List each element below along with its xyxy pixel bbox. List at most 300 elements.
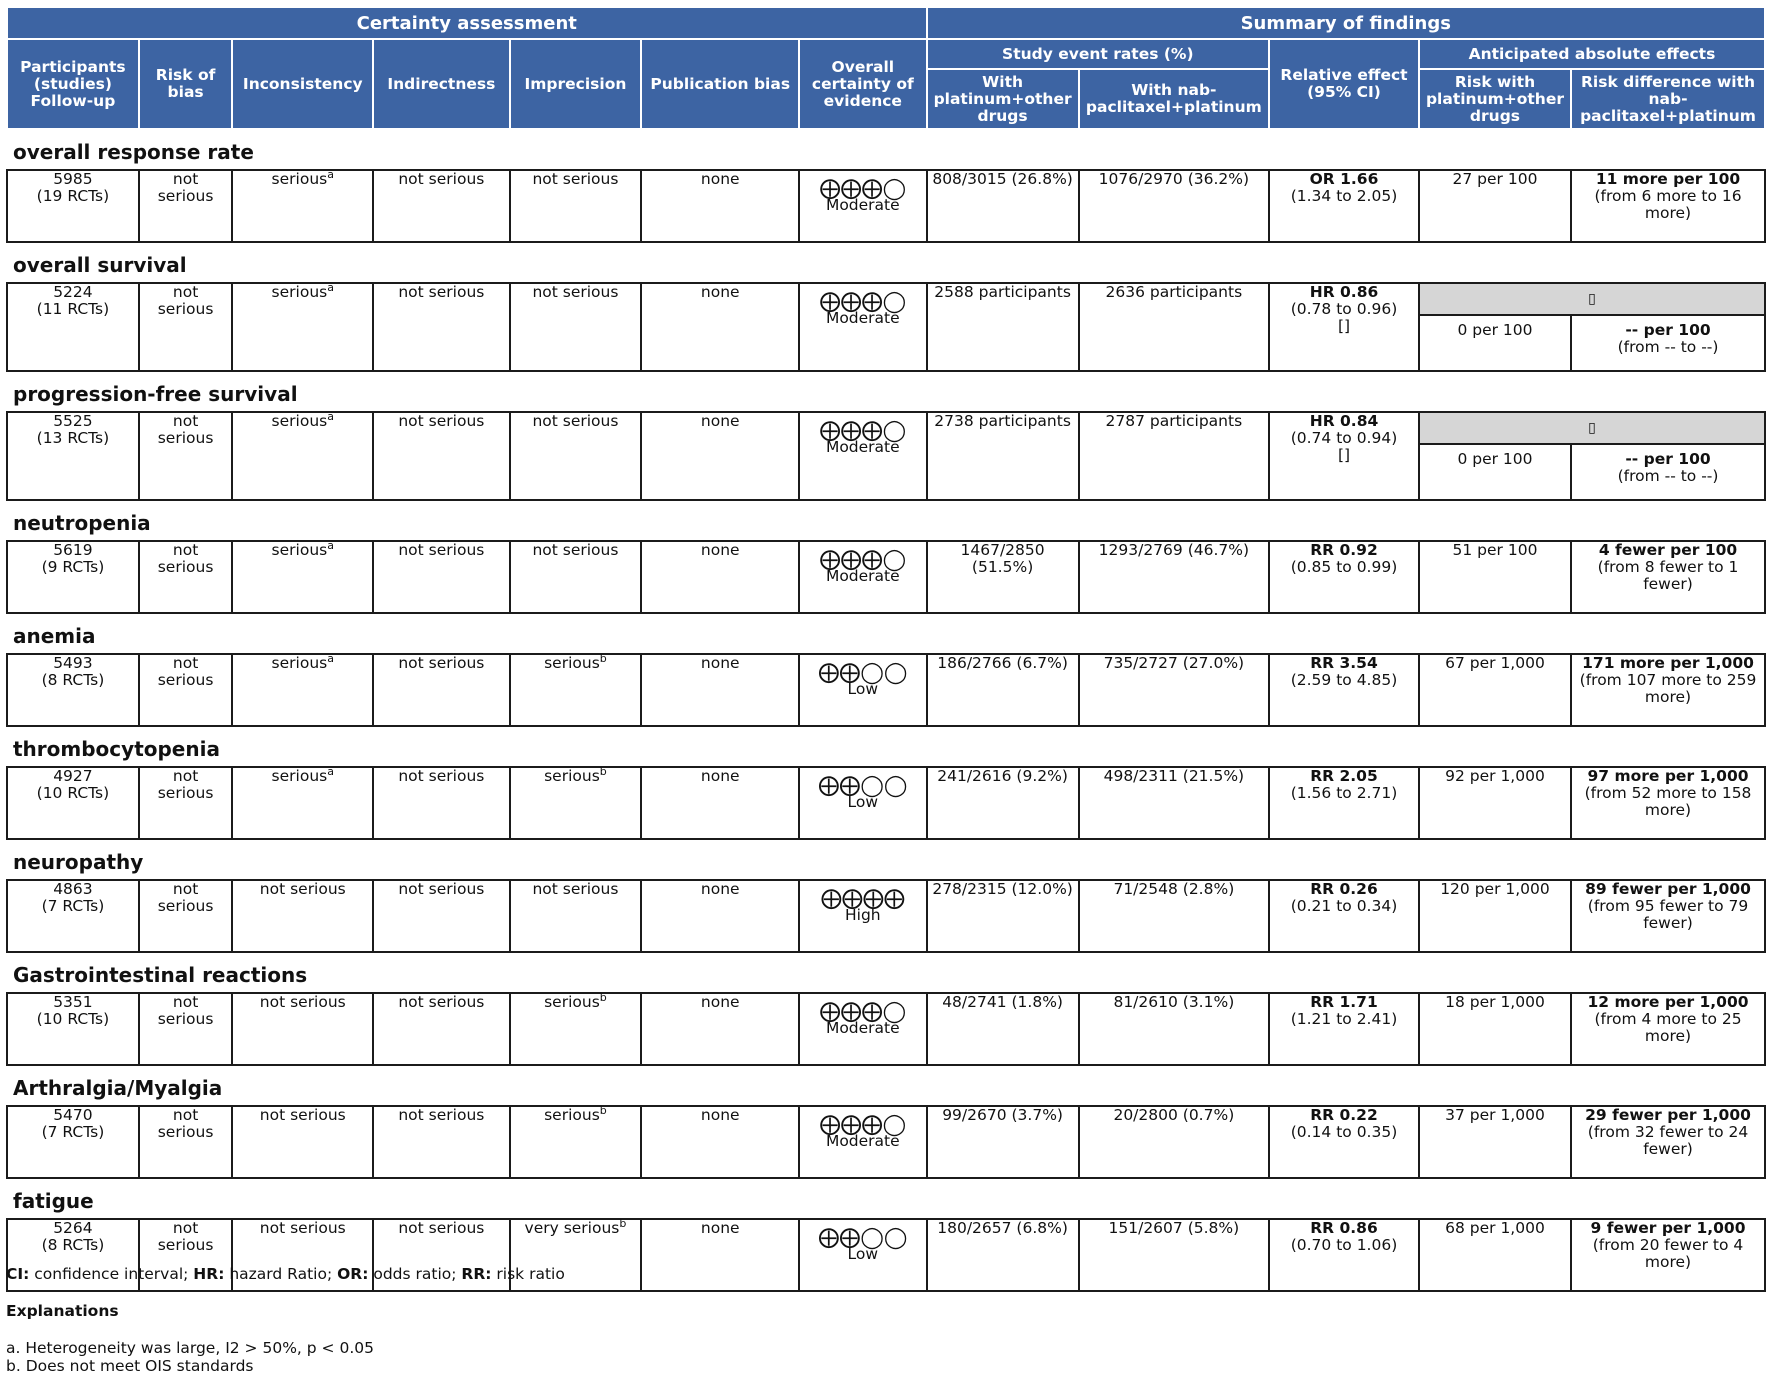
risk-with-control-cell: 120 per 1,000 (1419, 880, 1571, 952)
imprecision-value: serious (544, 767, 600, 785)
participant-count: 5619 (53, 541, 93, 559)
participant-count: 5493 (53, 654, 93, 672)
publication-bias-cell: none (641, 1106, 799, 1178)
risk-with-control-cell: 0 per 100 (1419, 315, 1571, 371)
publication-bias-cell: none (641, 654, 799, 726)
outcome-title-row (7, 839, 1765, 880)
overall-certainty-header-line: Overall (831, 57, 895, 76)
participants-cell (7, 767, 139, 839)
risk-of-bias-cell (139, 412, 233, 500)
relative-effect-header (1269, 39, 1419, 129)
control-event-rate-cell: 186/2766 (6.7%) (927, 654, 1079, 726)
relative-effect-ci: (1.21 to 2.41) (1290, 1010, 1398, 1028)
inconsistency-value: not serious (259, 1219, 346, 1237)
certainty-symbols-icon: ⨁⨁◯◯ (818, 773, 908, 797)
certainty-symbols-icon: ⨁⨁⨁◯ (819, 547, 907, 571)
relative-effect-header-line: (95% CI) (1307, 83, 1381, 101)
study-count: (7 RCTs) (41, 897, 105, 915)
certainty-label: Moderate (825, 1132, 900, 1150)
imprecision-cell (510, 990, 642, 1065)
relative-effect-extra: [] (1337, 446, 1351, 464)
relative-effect-value: RR 0.26 (1310, 880, 1378, 898)
risk-with-control-cell: 92 per 1,000 (1419, 767, 1571, 839)
risk-of-bias-line: not (172, 767, 199, 785)
risk-of-bias-line: serious (157, 187, 214, 205)
grey-placeholder-cell (1419, 283, 1765, 315)
study-event-rates-header: Study event rates (%) (927, 39, 1270, 69)
certainty-symbols-icon: ⨁⨁⨁◯ (819, 1112, 907, 1136)
outcome-name: Gastrointestinal reactions (13, 963, 308, 987)
outcome-title-row (7, 1178, 1765, 1219)
outcome-title-row (7, 1065, 1765, 1106)
outcome-data-row (7, 993, 1765, 1065)
abbreviation-key: HR: (193, 1265, 225, 1283)
relative-effect-value: RR 0.92 (1310, 541, 1378, 559)
study-count: (7 RCTs) (41, 1123, 105, 1141)
outcome-data-row (7, 170, 1765, 242)
risk-difference-value: 171 more per 1,000 (1582, 654, 1754, 672)
risk-difference-cell (1571, 767, 1765, 839)
abbreviation-key: RR: (461, 1265, 492, 1283)
imprecision-cell (510, 1103, 642, 1178)
certainty-cell (799, 541, 926, 613)
risk-with-control-cell: 18 per 1,000 (1419, 993, 1571, 1065)
imprecision-value: serious (544, 654, 600, 672)
summary-of-findings-header: Summary of findings (927, 7, 1765, 39)
risk-of-bias-cell (139, 283, 233, 371)
risk-of-bias-cell (139, 880, 233, 952)
certainty-symbols-icon: ⨁⨁◯◯ (818, 1225, 908, 1249)
risk-difference-range: (from 4 more to 25 more) (1594, 1010, 1742, 1045)
imprecision-cell (510, 651, 642, 726)
imprecision-value: not serious (532, 880, 619, 898)
risk-difference-value: 12 more per 1,000 (1587, 993, 1749, 1011)
risk-difference-value: 9 fewer per 1,000 (1590, 1219, 1746, 1237)
inconsistency-value: not serious (259, 993, 346, 1011)
relative-effect-ci: (0.78 to 0.96) (1290, 300, 1398, 318)
risk-with-control-cell: 68 per 1,000 (1419, 1219, 1571, 1291)
relative-effect-ci: (2.59 to 4.85) (1290, 671, 1398, 689)
relative-effect-extra: [] (1337, 317, 1351, 335)
risk-difference-range: (from 32 fewer to 24 fewer) (1587, 1123, 1749, 1158)
outcome-name: overall response rate (13, 140, 254, 164)
risk-difference-cell (1571, 654, 1765, 726)
indirectness-cell: not serious (373, 412, 509, 500)
placeholder-glyph: ▯ (1588, 291, 1596, 307)
outcome-name: progression-free survival (13, 382, 298, 406)
inconsistency-value: serious (271, 541, 328, 559)
intervention-event-rate-cell: 1293/2769 (46.7%) (1079, 541, 1269, 613)
footnote-marker: b (599, 1103, 607, 1117)
outcome-name: neutropenia (13, 511, 151, 535)
participants-cell (7, 283, 139, 371)
risk-difference-range: (from 52 more to 158 more) (1584, 784, 1752, 819)
risk-difference-cell (1571, 541, 1765, 613)
publication-bias-cell: none (641, 541, 799, 613)
footnote-marker: a (327, 409, 334, 423)
relative-effect-ci: (0.21 to 0.34) (1290, 897, 1398, 915)
relative-effect-cell (1269, 1219, 1419, 1291)
intervention-event-rate-cell: 735/2727 (27.0%) (1079, 654, 1269, 726)
risk-difference-range: (from 6 more to 16 more) (1594, 187, 1742, 222)
relative-effect-cell (1269, 170, 1419, 242)
summary-of-findings-table (6, 6, 1766, 1292)
risk-with-control-cell: 37 per 1,000 (1419, 1106, 1571, 1178)
study-count: (8 RCTs) (41, 1236, 105, 1254)
control-event-rate-cell: 2588 participants (927, 283, 1079, 371)
footnote-marker: a (327, 764, 334, 778)
risk-with-control-cell: 27 per 100 (1419, 170, 1571, 242)
risk-difference-value: 11 more per 100 (1595, 170, 1741, 188)
outcome-name: anemia (13, 624, 96, 648)
inconsistency-value: serious (271, 767, 328, 785)
outcome-title-row (7, 500, 1765, 541)
imprecision-cell (510, 170, 642, 242)
inconsistency-value: serious (271, 412, 328, 430)
outcome-data-row (7, 654, 1765, 726)
certainty-label: Low (847, 793, 879, 811)
participants-cell (7, 1106, 139, 1178)
risk-of-bias-cell (139, 654, 233, 726)
risk-difference-cell (1571, 1106, 1765, 1178)
risk-of-bias-line: not (172, 1106, 199, 1124)
risk-of-bias-line: not (172, 283, 199, 301)
risk-of-bias-line: not (172, 541, 199, 559)
imprecision-cell (510, 880, 642, 952)
intervention-event-rate-cell: 1076/2970 (36.2%) (1079, 170, 1269, 242)
participant-count: 4927 (53, 767, 93, 785)
relative-effect-value: RR 3.54 (1310, 654, 1378, 672)
risk-of-bias-line: serious (157, 1236, 214, 1254)
footnote-marker: b (619, 1216, 627, 1230)
relative-effect-value: RR 1.71 (1310, 993, 1378, 1011)
imprecision-value: not serious (532, 170, 619, 188)
with-control-header-line: With (982, 72, 1024, 91)
risk-of-bias-line: not (172, 1219, 199, 1237)
inconsistency-cell (232, 280, 373, 371)
risk-difference-cell (1571, 1219, 1765, 1291)
with-control-header-line: drugs (977, 106, 1028, 125)
study-count: (9 RCTs) (41, 558, 105, 576)
risk-with-control-header-line: platinum+other (1425, 89, 1564, 108)
participants-cell (7, 880, 139, 952)
study-count: (13 RCTs) (36, 429, 110, 447)
certainty-symbols-icon: ⨁⨁⨁◯ (819, 176, 907, 200)
with-intervention-header-line: With nab- (1131, 81, 1217, 99)
with-intervention-header (1079, 69, 1269, 129)
outcome-name: overall survival (13, 253, 187, 277)
risk-of-bias-line: not (172, 170, 199, 188)
overall-certainty-header (799, 39, 926, 129)
relative-effect-value: RR 2.05 (1310, 767, 1378, 785)
control-event-rate-cell: 180/2657 (6.8%) (927, 1219, 1079, 1291)
relative-effect-ci: (1.34 to 2.05) (1290, 187, 1398, 205)
participant-count: 5525 (53, 412, 93, 430)
certainty-symbols-icon: ⨁⨁◯◯ (818, 660, 908, 684)
outcome-name: neuropathy (13, 850, 144, 874)
control-event-rate-cell: 2738 participants (927, 412, 1079, 500)
participants-header-line: Follow-up (30, 91, 116, 110)
risk-difference-range: (from 20 fewer to 4 more) (1592, 1236, 1744, 1271)
intervention-event-rate-cell: 2636 participants (1079, 283, 1269, 371)
control-event-rate-cell: 1467/2850 (51.5%) (927, 541, 1079, 613)
risk-difference-cell (1571, 444, 1765, 500)
participants-cell (7, 412, 139, 500)
certainty-cell (799, 283, 926, 371)
imprecision-value: serious (544, 993, 600, 1011)
relative-effect-ci: (0.74 to 0.94) (1290, 429, 1398, 447)
indirectness-header: Indirectness (373, 39, 509, 129)
control-event-rate-cell: 241/2616 (9.2%) (927, 767, 1079, 839)
certainty-symbols-icon: ⨁⨁⨁⨁ (820, 886, 905, 910)
outcome-title-row (7, 952, 1765, 993)
risk-difference-value: -- per 100 (1625, 321, 1711, 339)
indirectness-cell: not serious (373, 1106, 509, 1178)
risk-of-bias-line: not (172, 993, 199, 1011)
risk-difference-value: 4 fewer per 100 (1598, 541, 1738, 559)
relative-effect-cell (1269, 412, 1419, 500)
participants-cell (7, 993, 139, 1065)
outcome-title-row (7, 129, 1765, 170)
risk-difference-value: 97 more per 1,000 (1587, 767, 1749, 785)
certainty-cell (799, 1106, 926, 1178)
imprecision-cell (510, 541, 642, 613)
inconsistency-header: Inconsistency (232, 39, 373, 129)
participants-cell (7, 654, 139, 726)
intervention-event-rate-cell: 498/2311 (21.5%) (1079, 767, 1269, 839)
certainty-label: Moderate (825, 438, 900, 456)
anticipated-effects-header: Anticipated absolute effects (1419, 39, 1765, 69)
participants-header (7, 39, 139, 129)
participant-count: 5264 (53, 1219, 93, 1237)
study-count: (11 RCTs) (36, 300, 110, 318)
indirectness-cell: not serious (373, 283, 509, 371)
study-count: (10 RCTs) (36, 784, 110, 802)
outcome-title-row (7, 371, 1765, 412)
certainty-label: Moderate (825, 309, 900, 327)
relative-effect-cell (1269, 654, 1419, 726)
certainty-label: Moderate (825, 567, 900, 585)
abbreviation-key: CI: (6, 1265, 30, 1283)
participants-cell (7, 541, 139, 613)
indirectness-cell: not serious (373, 767, 509, 839)
relative-effect-ci: (0.14 to 0.35) (1290, 1123, 1398, 1141)
relative-effect-value: HR 0.84 (1309, 412, 1379, 430)
study-count: (10 RCTs) (36, 1010, 110, 1028)
risk-with-control-header-line: Risk with (1454, 72, 1536, 91)
certainty-cell (799, 880, 926, 952)
imprecision-value: not serious (532, 283, 619, 301)
outcome-title-row (7, 726, 1765, 767)
risk-of-bias-line: serious (157, 300, 214, 318)
inconsistency-value: serious (271, 283, 328, 301)
certainty-cell (799, 993, 926, 1065)
risk-of-bias-line: serious (157, 429, 214, 447)
control-event-rate-cell: 278/2315 (12.0%) (927, 880, 1079, 952)
risk-of-bias-cell (139, 767, 233, 839)
outcome-title-row (7, 242, 1765, 283)
risk-with-control-cell: 0 per 100 (1419, 444, 1571, 500)
publication-bias-header: Publication bias (641, 39, 799, 129)
certainty-symbols-icon: ⨁⨁⨁◯ (819, 289, 907, 313)
publication-bias-cell: none (641, 1219, 799, 1291)
relative-effect-value: RR 0.86 (1310, 1219, 1378, 1237)
intervention-event-rate-cell: 81/2610 (3.1%) (1079, 993, 1269, 1065)
abbreviation-definition: odds ratio; (368, 1265, 462, 1283)
indirectness-cell: not serious (373, 170, 509, 242)
footnote-marker: a (327, 280, 334, 294)
overall-certainty-header-line: certainty of (811, 74, 914, 93)
intervention-event-rate-cell: 151/2607 (5.8%) (1079, 1219, 1269, 1291)
inconsistency-cell (232, 651, 373, 726)
intervention-event-rate-cell: 2787 participants (1079, 412, 1269, 500)
imprecision-header: Imprecision (510, 39, 642, 129)
risk-of-bias-line: serious (157, 1010, 214, 1028)
risk-difference-range: (from 8 fewer to 1 fewer) (1597, 558, 1739, 593)
participants-cell (7, 170, 139, 242)
risk-difference-value: -- per 100 (1625, 450, 1711, 468)
control-event-rate-cell: 808/3015 (26.8%) (927, 170, 1079, 242)
imprecision-cell (510, 283, 642, 371)
table-header (7, 7, 1765, 129)
abbreviation-key: OR: (337, 1265, 369, 1283)
relative-effect-ci: (1.56 to 2.71) (1290, 784, 1398, 802)
participant-count: 5470 (53, 1106, 93, 1124)
certainty-cell (799, 654, 926, 726)
footnote-marker: a (327, 167, 334, 181)
intervention-event-rate-cell: 20/2800 (0.7%) (1079, 1106, 1269, 1178)
certainty-label: High (845, 906, 881, 924)
risk-with-control-header-line: drugs (1469, 106, 1521, 125)
relative-effect-ci: (0.85 to 0.99) (1290, 558, 1398, 576)
risk-of-bias-cell (139, 541, 233, 613)
participant-count: 5351 (53, 993, 93, 1011)
risk-difference-value: 29 fewer per 1,000 (1585, 1106, 1751, 1124)
inconsistency-cell (232, 167, 373, 242)
intervention-event-rate-cell: 71/2548 (2.8%) (1079, 880, 1269, 952)
risk-difference-cell (1571, 993, 1765, 1065)
risk-of-bias-line: serious (157, 671, 214, 689)
participant-count: 5985 (53, 170, 93, 188)
risk-difference-header (1571, 69, 1765, 129)
footnote-marker: a (327, 538, 334, 552)
outcome-data-row (7, 1106, 1765, 1178)
relative-effect-cell (1269, 880, 1419, 952)
certainty-cell (799, 767, 926, 839)
publication-bias-cell: none (641, 283, 799, 371)
publication-bias-cell: none (641, 880, 799, 952)
certainty-label: Moderate (825, 1019, 900, 1037)
study-count: (8 RCTs) (41, 671, 105, 689)
risk-of-bias-header-line: bias (167, 83, 204, 101)
risk-of-bias-cell (139, 993, 233, 1065)
risk-difference-range: (from -- to --) (1617, 338, 1719, 356)
with-control-header-line: platinum+other (933, 89, 1072, 108)
abbreviation-definition: risk ratio (491, 1265, 565, 1283)
participant-count: 5224 (53, 283, 93, 301)
inconsistency-cell (232, 538, 373, 613)
risk-difference-header-line: nab- (1648, 89, 1688, 108)
outcome-title-row (7, 613, 1765, 654)
inconsistency-cell (232, 880, 373, 952)
outcome-data-row (7, 767, 1765, 839)
risk-difference-range: (from 107 more to 259 more) (1579, 671, 1757, 706)
outcome-data-row (7, 412, 1765, 444)
risk-of-bias-line: serious (157, 1123, 214, 1141)
risk-difference-range: (from -- to --) (1617, 467, 1719, 485)
outcome-data-row (7, 541, 1765, 613)
risk-of-bias-line: serious (157, 897, 214, 915)
footnote-marker: a (327, 651, 334, 665)
certainty-label: Low (847, 1245, 879, 1263)
relative-effect-ci: (0.70 to 1.06) (1290, 1236, 1398, 1254)
inconsistency-cell (232, 409, 373, 500)
inconsistency-cell (232, 764, 373, 839)
risk-difference-header-line: paclitaxel+platinum (1580, 106, 1756, 125)
risk-with-control-cell: 51 per 100 (1419, 541, 1571, 613)
risk-of-bias-line: not (172, 880, 199, 898)
certainty-assessment-header: Certainty assessment (7, 7, 927, 39)
control-event-rate-cell: 48/2741 (1.8%) (927, 993, 1079, 1065)
certainty-cell (799, 170, 926, 242)
outcomes-body (7, 129, 1765, 1291)
relative-effect-value: OR 1.66 (1309, 170, 1379, 188)
risk-of-bias-line: not (172, 654, 199, 672)
risk-with-control-header (1419, 69, 1571, 129)
risk-of-bias-cell (139, 170, 233, 242)
indirectness-cell: not serious (373, 993, 509, 1065)
inconsistency-cell (232, 993, 373, 1065)
imprecision-cell (510, 412, 642, 500)
grey-placeholder-cell (1419, 412, 1765, 444)
explanation-note-b: b. Does not meet OIS standards (6, 1357, 254, 1375)
imprecision-value: very serious (524, 1219, 620, 1237)
risk-difference-cell (1571, 170, 1765, 242)
imprecision-cell (510, 764, 642, 839)
inconsistency-cell (232, 1106, 373, 1178)
risk-with-control-cell: 67 per 1,000 (1419, 654, 1571, 726)
indirectness-cell: not serious (373, 880, 509, 952)
publication-bias-cell: none (641, 170, 799, 242)
indirectness-cell: not serious (373, 1219, 509, 1291)
risk-of-bias-header (139, 39, 233, 129)
explanations-title: Explanations (6, 1302, 119, 1320)
imprecision-value: serious (544, 1106, 600, 1124)
indirectness-cell: not serious (373, 654, 509, 726)
control-event-rate-cell: 99/2670 (3.7%) (927, 1106, 1079, 1178)
placeholder-glyph: ▯ (1588, 420, 1596, 436)
relative-effect-cell (1269, 993, 1419, 1065)
publication-bias-cell: none (641, 993, 799, 1065)
outcome-name: fatigue (13, 1189, 94, 1213)
risk-difference-header-line: Risk difference with (1581, 72, 1756, 91)
with-intervention-header-line: paclitaxel+platinum (1085, 98, 1262, 116)
abbreviations-line (6, 1265, 565, 1283)
indirectness-cell: not serious (373, 541, 509, 613)
risk-of-bias-header-line: Risk of (155, 66, 216, 84)
certainty-label: Moderate (825, 196, 900, 214)
relative-effect-header-line: Relative effect (1280, 66, 1408, 84)
certainty-label: Low (847, 680, 879, 698)
footnote-marker: b (599, 764, 607, 778)
imprecision-value: not serious (532, 412, 619, 430)
publication-bias-cell: none (641, 412, 799, 500)
relative-effect-cell (1269, 1106, 1419, 1178)
participants-header-line: (studies) (33, 74, 112, 93)
risk-of-bias-line: serious (157, 784, 214, 802)
imprecision-value: not serious (532, 541, 619, 559)
risk-of-bias-line: serious (157, 558, 214, 576)
